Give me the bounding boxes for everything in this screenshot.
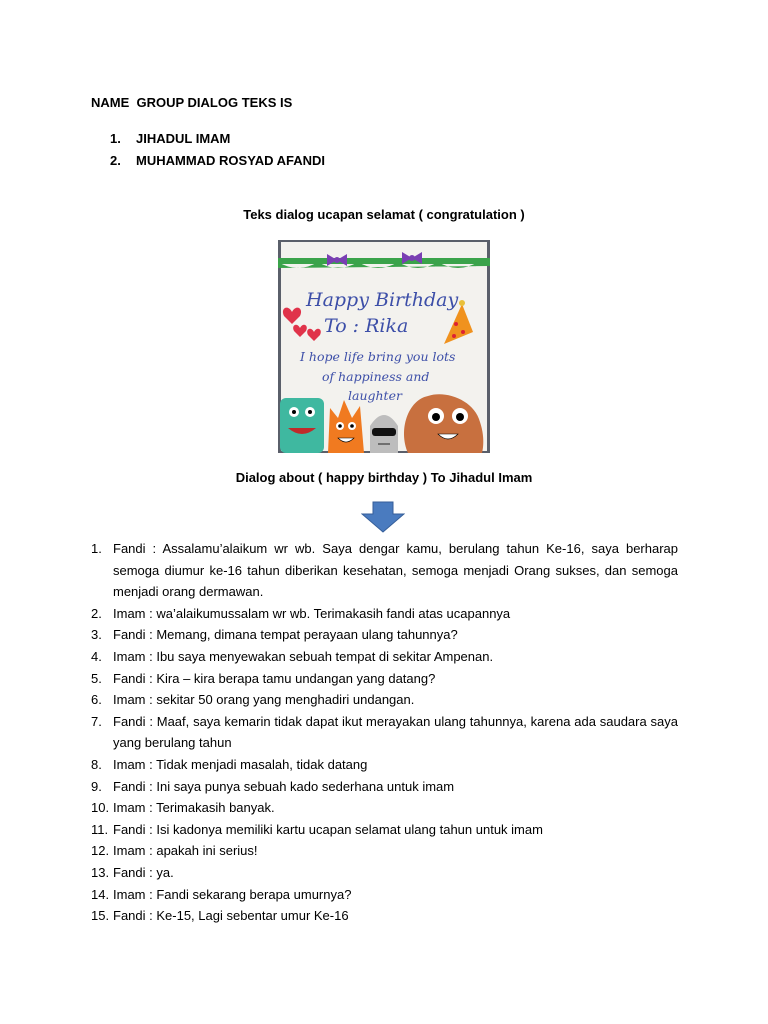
dialog-line-text: Fandi : ya.	[113, 864, 174, 880]
member-item	[110, 150, 325, 172]
dialog-line	[91, 624, 678, 646]
dialog-line-number: 15.	[91, 908, 110, 924]
dialog-line	[91, 840, 678, 862]
dialog-line	[91, 797, 678, 819]
card-line-4: of happiness and	[322, 369, 430, 384]
dialog-line	[91, 646, 678, 668]
dialog-line-number: 3.	[91, 627, 102, 643]
dialog-line	[91, 603, 678, 625]
dialog-line	[91, 819, 678, 841]
dialog-line-number: 14.	[91, 886, 110, 902]
dialog-line-number: 6.	[91, 692, 102, 708]
dialog-line-text: Fandi : Ini saya punya sebuah kado sederhana untuk imam	[113, 778, 455, 794]
dialog-line	[91, 905, 678, 927]
dialog-line	[91, 689, 678, 711]
dialog-line-text: Imam : Terimakasih banyak.	[113, 800, 275, 816]
dialog-line-text: Fandi : Maaf, saya kemarin tidak dapat ikut merayakan ulang tahunnya, karena ada saudara saya yang berulang tahun	[113, 713, 678, 751]
dialog-line-text: Imam : sekitar 50 orang yang menghadiri undangan.	[113, 692, 415, 708]
card-line-3: I hope life bring you lots	[300, 349, 456, 364]
arrow-down-icon	[361, 501, 405, 533]
dialog-line-text: Imam : Fandi sekarang berapa umurnya?	[113, 886, 352, 902]
dialog-line-text: Fandi : Memang, dimana tempat perayaan ulang tahunnya?	[113, 627, 458, 643]
dialog-line-number: 5.	[91, 670, 102, 686]
birthday-card-image	[278, 240, 490, 453]
card-line-5: laughter	[348, 388, 402, 403]
monster-grey	[370, 415, 398, 453]
dialog-line-number: 4.	[91, 648, 102, 664]
dialog-line-number: 8.	[91, 756, 102, 772]
dialog-line-number: 9.	[91, 778, 102, 794]
dialog-line-number: 7.	[91, 713, 102, 729]
document-title: Teks dialog ucapan selamat ( congratulation )	[243, 207, 525, 222]
dialog-line-number: 10.	[91, 800, 110, 816]
dialog-line-text: Imam : apakah ini serius!	[113, 843, 258, 859]
dialog-line-text: Fandi : Isi kadonya memiliki kartu ucapan selamat ulang tahun untuk imam	[113, 821, 543, 837]
dialog-line	[91, 884, 678, 906]
dialog-line-number: 1.	[91, 541, 102, 556]
member-number: 1.	[110, 131, 121, 146]
dialog-line	[91, 754, 678, 776]
dialog-line	[91, 538, 678, 603]
monster-green	[280, 398, 324, 453]
dialog-line-text: Imam : Ibu saya menyewakan sebuah tempat di sekitar Ampenan.	[113, 648, 494, 664]
dialog-line-text: Imam : Tidak menjadi masalah, tidak datang	[113, 756, 368, 772]
dialog-line-text: Imam : wa’alaikumussalam wr wb. Terimakasih fandi atas ucapannya	[113, 605, 511, 621]
card-line-2: To : Rika	[324, 315, 409, 337]
member-item	[110, 128, 325, 150]
dialog-line	[91, 776, 678, 798]
member-list	[110, 128, 325, 172]
dialog-subtitle: Dialog about ( happy birthday ) To Jihadul Imam	[235, 470, 533, 485]
dialog-list	[91, 538, 678, 927]
member-name: MUHAMMAD ROSYAD AFANDI	[136, 153, 325, 168]
member-number: 2.	[110, 153, 121, 168]
dialog-line-text: Fandi : Assalamu’alaikum wr wb. Saya dengar kamu, berulang tahun Ke-16, saya berharap semoga diumur ke-16 tahun diberikan kesehatan, semoga menjadi Orang sukses, dan semoga menjadi orang dermawan.	[113, 541, 678, 600]
group-name-heading: NAME GROUP DIALOG TEKS IS	[91, 95, 293, 110]
dialog-line-number: 11.	[91, 821, 109, 837]
dialog-line-number: 12.	[91, 843, 110, 859]
card-line-1: Happy Birthday	[306, 289, 459, 311]
dialog-line	[91, 668, 678, 690]
dialog-line-text: Fandi : Ke-15, Lagi sebentar umur Ke-16	[113, 908, 349, 924]
dialog-line	[91, 711, 678, 754]
dialog-line-number: 2.	[91, 605, 102, 621]
member-name: JIHADUL IMAM	[136, 131, 231, 146]
dialog-line	[91, 862, 678, 884]
dialog-line-text: Fandi : Kira – kira berapa tamu undangan yang datang?	[113, 670, 436, 686]
dialog-line-number: 13.	[91, 864, 110, 880]
